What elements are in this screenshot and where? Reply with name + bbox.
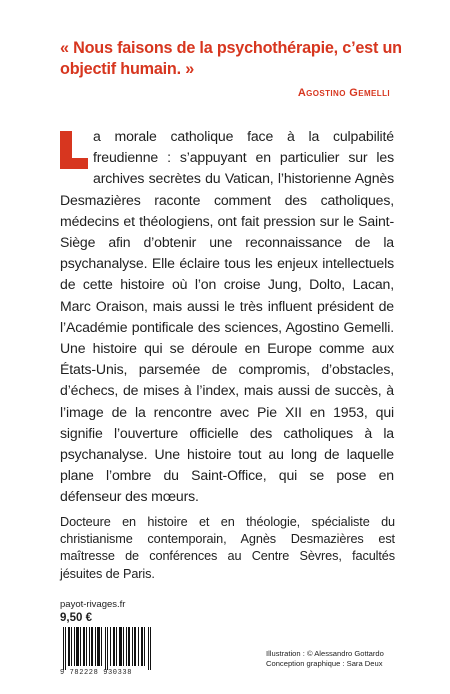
isbn-barcode bbox=[60, 627, 156, 677]
isbn-number: 9 782228 930338 bbox=[60, 669, 133, 677]
quote-author: Agostino Gemelli bbox=[297, 87, 390, 99]
credits bbox=[266, 649, 384, 669]
book-blurb bbox=[60, 126, 394, 508]
illustration-credit: Illustration : © Alessandro Gottardo bbox=[266, 649, 384, 658]
price: 9,50 € bbox=[60, 612, 92, 624]
blurb-text: a morale catholique face à la culpabilité freudienne : s’appuyant en particulier sur les archives secrètes du Vatican, l’historienne Agnès Desmazières raconte comment des catholiques, médecins et théologiens, ont fait pression sur le Saint-Siège afin d’obtenir une reconnaissance de la psychanalyse. Elle éclaire tous les enjeux intellectuels de cette histoire où l’on croise Jung, Dolto, Lacan, Marc Oraison, mais aussi le très influent président de l’Académie pontificale des sciences, Agostino Gemelli. Une histoire qui se déroule en Europe comme aux États-Unis, parsemée de compromis, d’obstacles, d’échecs, de mises à l’index, mais aussi de succès, à l’image de la rencontre avec Pie XII en 1953, qui signifie l’ouverture officielle des catholiques à la psychanalyse. Une histoire tout au long de laquelle plane l’ombre du Saint-Office, qui se pose en défenseur des mœurs. bbox=[60, 128, 394, 505]
author-bio: Docteure en histoire et en théologie, spécialiste du christianisme contemporain, Agnès Desmazières est maîtresse de conférences au Centre Sèvres, facultés jésuites de Paris. bbox=[60, 515, 395, 581]
dropcap-foot bbox=[60, 158, 88, 169]
publisher-website[interactable]: payot-rivages.fr bbox=[60, 599, 126, 610]
design-credit: Conception graphique : Sara Deux bbox=[266, 659, 383, 668]
pull-quote: « Nous faisons de la psychothérapie, c’est un objectif humain. » bbox=[60, 39, 402, 78]
barcode-bars bbox=[60, 627, 156, 670]
dropcap-l bbox=[60, 131, 91, 169]
